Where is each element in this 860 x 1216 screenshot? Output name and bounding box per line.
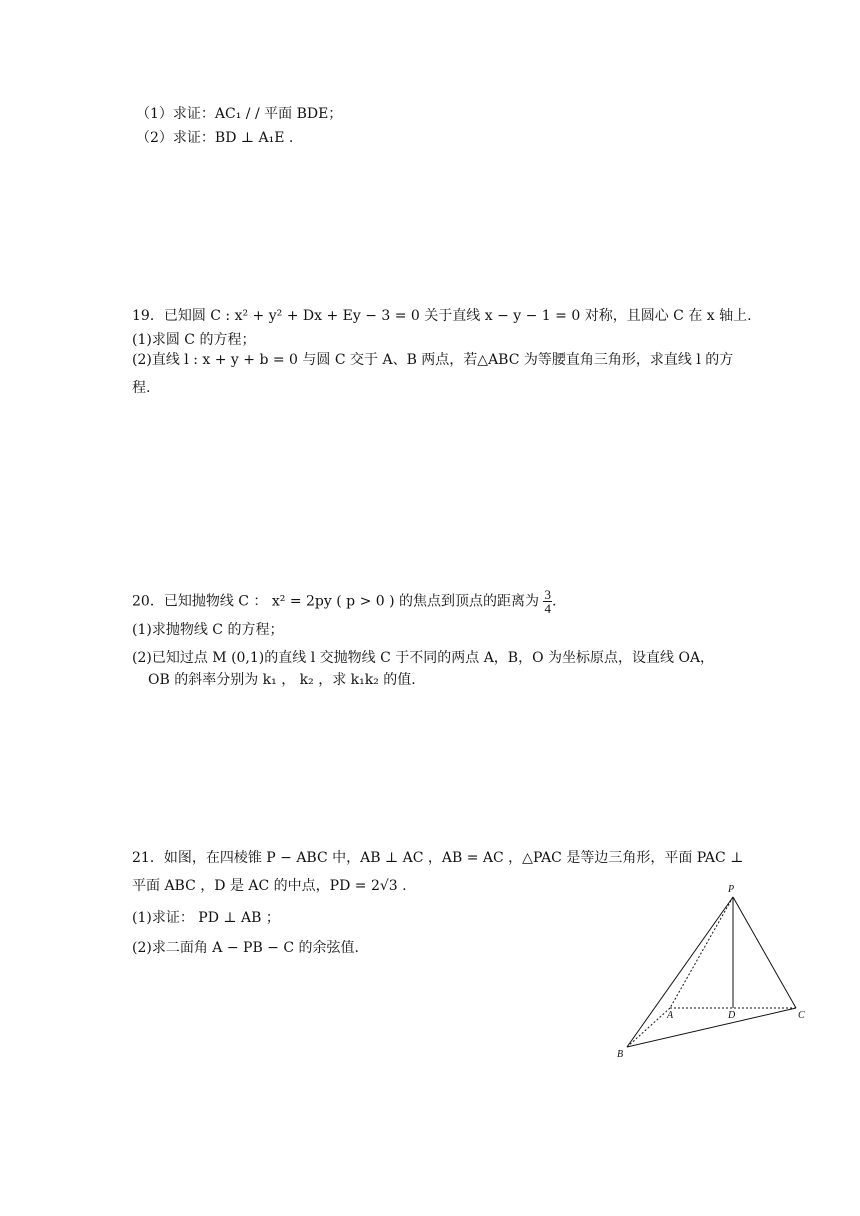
label-A: A [667, 1010, 674, 1021]
edge-BC [627, 1008, 796, 1047]
q20-part2-line1: (2)已知过点 M (0,1)的直线 l 交抛物线 C 于不同的两点 A，B，O 为坐标原点，设直线 OA， [132, 650, 715, 666]
q20-part2-line2: OB 的斜率分别为 k₁ ， k₂ ，求 k₁k₂ 的值. [148, 672, 416, 688]
label-B: B [617, 1049, 624, 1060]
label-C: C [798, 1010, 805, 1021]
q21-part2: (2)求二面角 A − PB − C 的余弦值. [132, 940, 359, 956]
label-P: P [728, 884, 735, 895]
edge-PB [627, 897, 733, 1047]
pyramid-figure [610, 880, 810, 1060]
q20-part1: (1)求抛物线 C 的方程； [132, 622, 284, 638]
edge-AB-hidden [627, 1008, 670, 1047]
q21-stem-line2: 平面 ABC ，D 是 AC 的中点，PD = 2√3 . [132, 878, 407, 894]
edge-PA-hidden [670, 897, 733, 1008]
edge-PC [733, 897, 796, 1008]
q18-part2: （2）求证：BD ⊥ A₁E . [136, 130, 294, 146]
q20-fraction-denominator: 4 [544, 601, 551, 616]
q20-stem-text: 20．已知抛物线 C ： x² = 2py ( p > 0 ) 的焦点到顶点的距离为 [132, 593, 540, 610]
label-D: D [728, 1010, 736, 1021]
q19-stem: 19．已知圆 C : x² + y² + Dx + Ey − 3 = 0 关于直线 x − y − 1 = 0 对称，且圆心 C 在 x 轴上. [132, 308, 752, 324]
q19-part2-line2: 程. [132, 380, 151, 396]
q20-fraction [543, 588, 552, 615]
q20-stem-end: . [551, 593, 557, 610]
q20-fraction-numerator: 3 [544, 587, 551, 602]
q19-part2-line1: (2)直线 l : x + y + b = 0 与圆 C 交于 A、B 两点，若△ABC 为等腰直角三角形，求直线 l 的方 [132, 352, 734, 368]
q19-part1: (1)求圆 C 的方程； [132, 332, 256, 348]
q21-stem-line1: 21．如图，在四棱锥 P − ABC 中，AB ⊥ AC ，AB = AC ，△PAC 是等边三角形，平面 PAC ⊥ [132, 850, 744, 866]
q21-part1: (1)求证： PD ⊥ AB ； [132, 910, 280, 926]
q20-stem [132, 588, 556, 615]
q18-part1: （1）求证：AC₁ / / 平面 BDE； [136, 106, 343, 122]
